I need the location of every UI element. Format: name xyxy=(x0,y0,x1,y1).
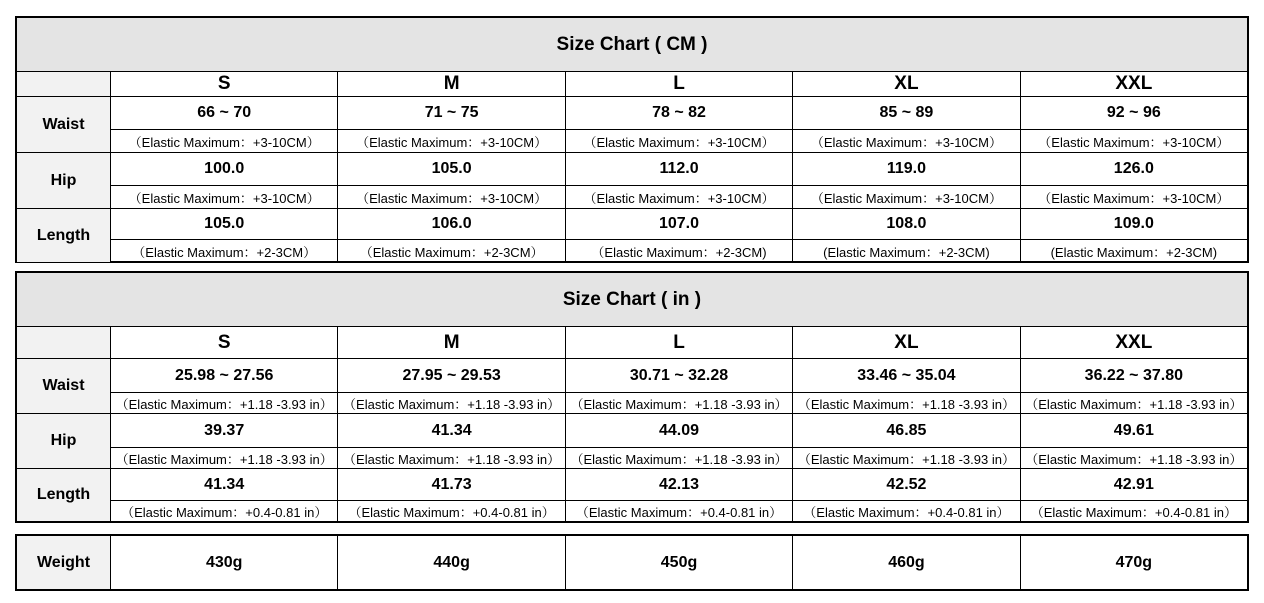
cell-value: 85 ~ 89 xyxy=(879,104,934,121)
in-header-corner xyxy=(17,327,111,358)
cm-length-row xyxy=(17,209,1247,262)
cm-size-xxl: XXL xyxy=(1115,73,1153,94)
cm-hip-row xyxy=(17,153,1247,209)
cell-value: 42.91 xyxy=(1113,475,1154,493)
table-cell xyxy=(338,209,565,262)
cell-value: 92 ~ 96 xyxy=(1106,104,1161,121)
in-hip-row xyxy=(17,414,1247,469)
table-cell xyxy=(566,359,793,413)
table-cell xyxy=(566,209,793,262)
cell-note: （Elastic Maximum：+0.4-0.81 in） xyxy=(793,500,1019,521)
table-cell xyxy=(793,97,1020,152)
cell-note: （Elastic Maximum：+2-3CM） xyxy=(111,239,337,262)
cell-value: 44.09 xyxy=(658,421,700,439)
table-cell xyxy=(793,359,1020,413)
cell-note: （Elastic Maximum：+3-10CM） xyxy=(793,129,1019,152)
in-waist-row xyxy=(17,359,1247,414)
cm-size-l: L xyxy=(566,72,793,96)
in-length-label: Length xyxy=(17,469,111,521)
table-cell xyxy=(793,469,1020,521)
weight-row xyxy=(17,536,1247,589)
cell-value: 66 ~ 70 xyxy=(197,104,252,121)
cell-value: 25.98 ~ 27.56 xyxy=(175,366,274,384)
cell-note: （Elastic Maximum：+1.18 -3.93 in） xyxy=(111,447,337,468)
cell-note: （Elastic Maximum：+1.18 -3.93 in） xyxy=(1021,447,1247,468)
cell-note: （Elastic Maximum：+1.18 -3.93 in） xyxy=(793,392,1019,413)
cell-value: 39.37 xyxy=(204,421,245,439)
cell-note: （Elastic Maximum：+3-10CM） xyxy=(566,185,792,208)
in-length-row xyxy=(17,469,1247,521)
cell-value: 109.0 xyxy=(1113,215,1154,232)
table-cell xyxy=(793,153,1020,208)
cell-value: 112.0 xyxy=(659,160,699,177)
cell-note: （Elastic Maximum：+3-10CM） xyxy=(566,129,792,152)
cm-size-m: M xyxy=(338,72,565,96)
cell-note: （Elastic Maximum：+1.18 -3.93 in） xyxy=(1021,392,1247,413)
table-cell xyxy=(111,97,338,152)
cell-value: 27.95 ~ 29.53 xyxy=(402,366,501,384)
table-cell xyxy=(566,153,793,208)
cell-note: （Elastic Maximum：+1.18 -3.93 in） xyxy=(793,447,1019,468)
cell-note: （Elastic Maximum：+1.18 -3.93 in） xyxy=(566,447,792,468)
table-cell xyxy=(111,209,338,262)
cell-value: 100.0 xyxy=(204,160,245,177)
cell-value: 41.73 xyxy=(431,475,472,493)
cell-note: （Elastic Maximum：+2-3CM） xyxy=(338,239,564,262)
table-cell xyxy=(1021,469,1247,521)
cell-note: （Elastic Maximum：+0.4-0.81 in） xyxy=(338,500,564,521)
weight-value: 450g xyxy=(660,553,698,571)
cell-note: （Elastic Maximum：+3-10CM） xyxy=(111,185,337,208)
table-cell xyxy=(793,536,1020,589)
cell-note: （Elastic Maximum：+3-10CM） xyxy=(338,185,564,208)
table-cell xyxy=(111,359,338,413)
weight-value: 430g xyxy=(205,553,243,571)
cell-note: （Elastic Maximum：+3-10CM） xyxy=(111,129,337,152)
in-size-s: S xyxy=(111,327,338,358)
cell-note: （Elastic Maximum：+3-10CM） xyxy=(338,129,564,152)
weight-value: 470g xyxy=(1115,553,1153,571)
table-cell xyxy=(1021,97,1247,152)
table-cell xyxy=(111,469,338,521)
cell-value: 30.71 ~ 32.28 xyxy=(629,366,729,384)
table-cell xyxy=(793,209,1020,262)
table-cell xyxy=(1021,414,1247,468)
cell-note: （Elastic Maximum：+3-10CM） xyxy=(1021,185,1247,208)
cell-value: 71 ~ 75 xyxy=(424,104,479,121)
cell-value: 107.0 xyxy=(658,215,700,232)
in-size-xl: XL xyxy=(793,327,1020,358)
table-cell xyxy=(338,97,565,152)
cell-value: 41.34 xyxy=(204,475,245,493)
in-size-l: L xyxy=(566,327,793,358)
cell-value: 105.0 xyxy=(431,160,472,177)
cm-waist-label: Waist xyxy=(17,97,111,152)
cell-value: 108.0 xyxy=(886,215,927,232)
cell-value: 78 ~ 82 xyxy=(652,104,706,121)
cm-size-xl: XL xyxy=(793,72,1020,96)
cell-value: 41.34 xyxy=(431,421,472,439)
cell-note: (Elastic Maximum：+2-3CM) xyxy=(793,239,1019,262)
in-size-header-row xyxy=(17,327,1247,359)
table-cell xyxy=(338,536,565,589)
cell-note: （Elastic Maximum：+3-10CM） xyxy=(1021,129,1247,152)
table-cell xyxy=(1021,536,1247,589)
cell-value: 119.0 xyxy=(886,160,926,177)
size-chart-cm-table xyxy=(15,16,1249,263)
cell-value: 42.13 xyxy=(658,475,700,493)
in-table-title: Size Chart ( in ) xyxy=(17,273,1247,327)
cell-note: （Elastic Maximum：+1.18 -3.93 in） xyxy=(566,392,792,413)
cell-value: 33.46 ~ 35.04 xyxy=(857,366,956,384)
cell-note: （Elastic Maximum：+0.4-0.81 in） xyxy=(111,500,337,521)
cell-note: （Elastic Maximum：+0.4-0.81 in） xyxy=(566,500,792,521)
cell-note: （Elastic Maximum：+0.4-0.81 in） xyxy=(1021,500,1247,521)
table-cell xyxy=(338,469,565,521)
in-size-xxl: XXL xyxy=(1115,331,1153,353)
table-cell xyxy=(566,536,793,589)
cell-note: (Elastic Maximum：+2-3CM) xyxy=(1021,239,1247,262)
table-cell xyxy=(111,414,338,468)
cell-value: 46.85 xyxy=(886,421,927,439)
size-chart-in-table xyxy=(15,271,1249,523)
table-cell xyxy=(566,414,793,468)
weight-table xyxy=(15,534,1249,591)
cell-value: 36.22 ~ 37.80 xyxy=(1084,366,1183,384)
table-cell xyxy=(566,469,793,521)
cm-table-title: Size Chart ( CM ) xyxy=(17,18,1247,72)
in-waist-label: Waist xyxy=(17,359,111,413)
table-cell xyxy=(566,97,793,152)
weight-value: 460g xyxy=(888,553,925,571)
table-cell xyxy=(1021,209,1247,262)
cell-value: 106.0 xyxy=(431,215,472,232)
cell-value: 42.52 xyxy=(886,475,927,493)
in-size-m: M xyxy=(338,327,565,358)
cm-header-corner xyxy=(17,72,111,96)
cell-note: （Elastic Maximum：+1.18 -3.93 in） xyxy=(338,392,564,413)
cell-note: （Elastic Maximum：+1.18 -3.93 in） xyxy=(111,392,337,413)
table-cell xyxy=(793,414,1020,468)
cell-value: 105.0 xyxy=(204,215,245,232)
cm-waist-row xyxy=(17,97,1247,153)
weight-label: Weight xyxy=(17,536,111,589)
cm-size-header-row xyxy=(17,72,1247,97)
table-cell xyxy=(338,153,565,208)
table-cell xyxy=(111,536,338,589)
table-cell xyxy=(338,414,565,468)
cell-note: （Elastic Maximum：+1.18 -3.93 in） xyxy=(338,447,564,468)
cell-value: 49.61 xyxy=(1113,421,1154,439)
weight-value: 440g xyxy=(433,553,470,571)
table-cell xyxy=(1021,153,1247,208)
cell-note: （Elastic Maximum：+3-10CM） xyxy=(793,185,1019,208)
cm-hip-label: Hip xyxy=(17,153,111,208)
table-cell xyxy=(1021,359,1247,413)
table-cell xyxy=(111,153,338,208)
table-cell xyxy=(338,359,565,413)
cm-length-label: Length xyxy=(17,209,111,262)
cell-value: 126.0 xyxy=(1113,160,1154,177)
cm-size-s: S xyxy=(111,72,338,96)
in-hip-label: Hip xyxy=(17,414,111,468)
cell-note: （Elastic Maximum：+2-3CM) xyxy=(566,239,792,262)
